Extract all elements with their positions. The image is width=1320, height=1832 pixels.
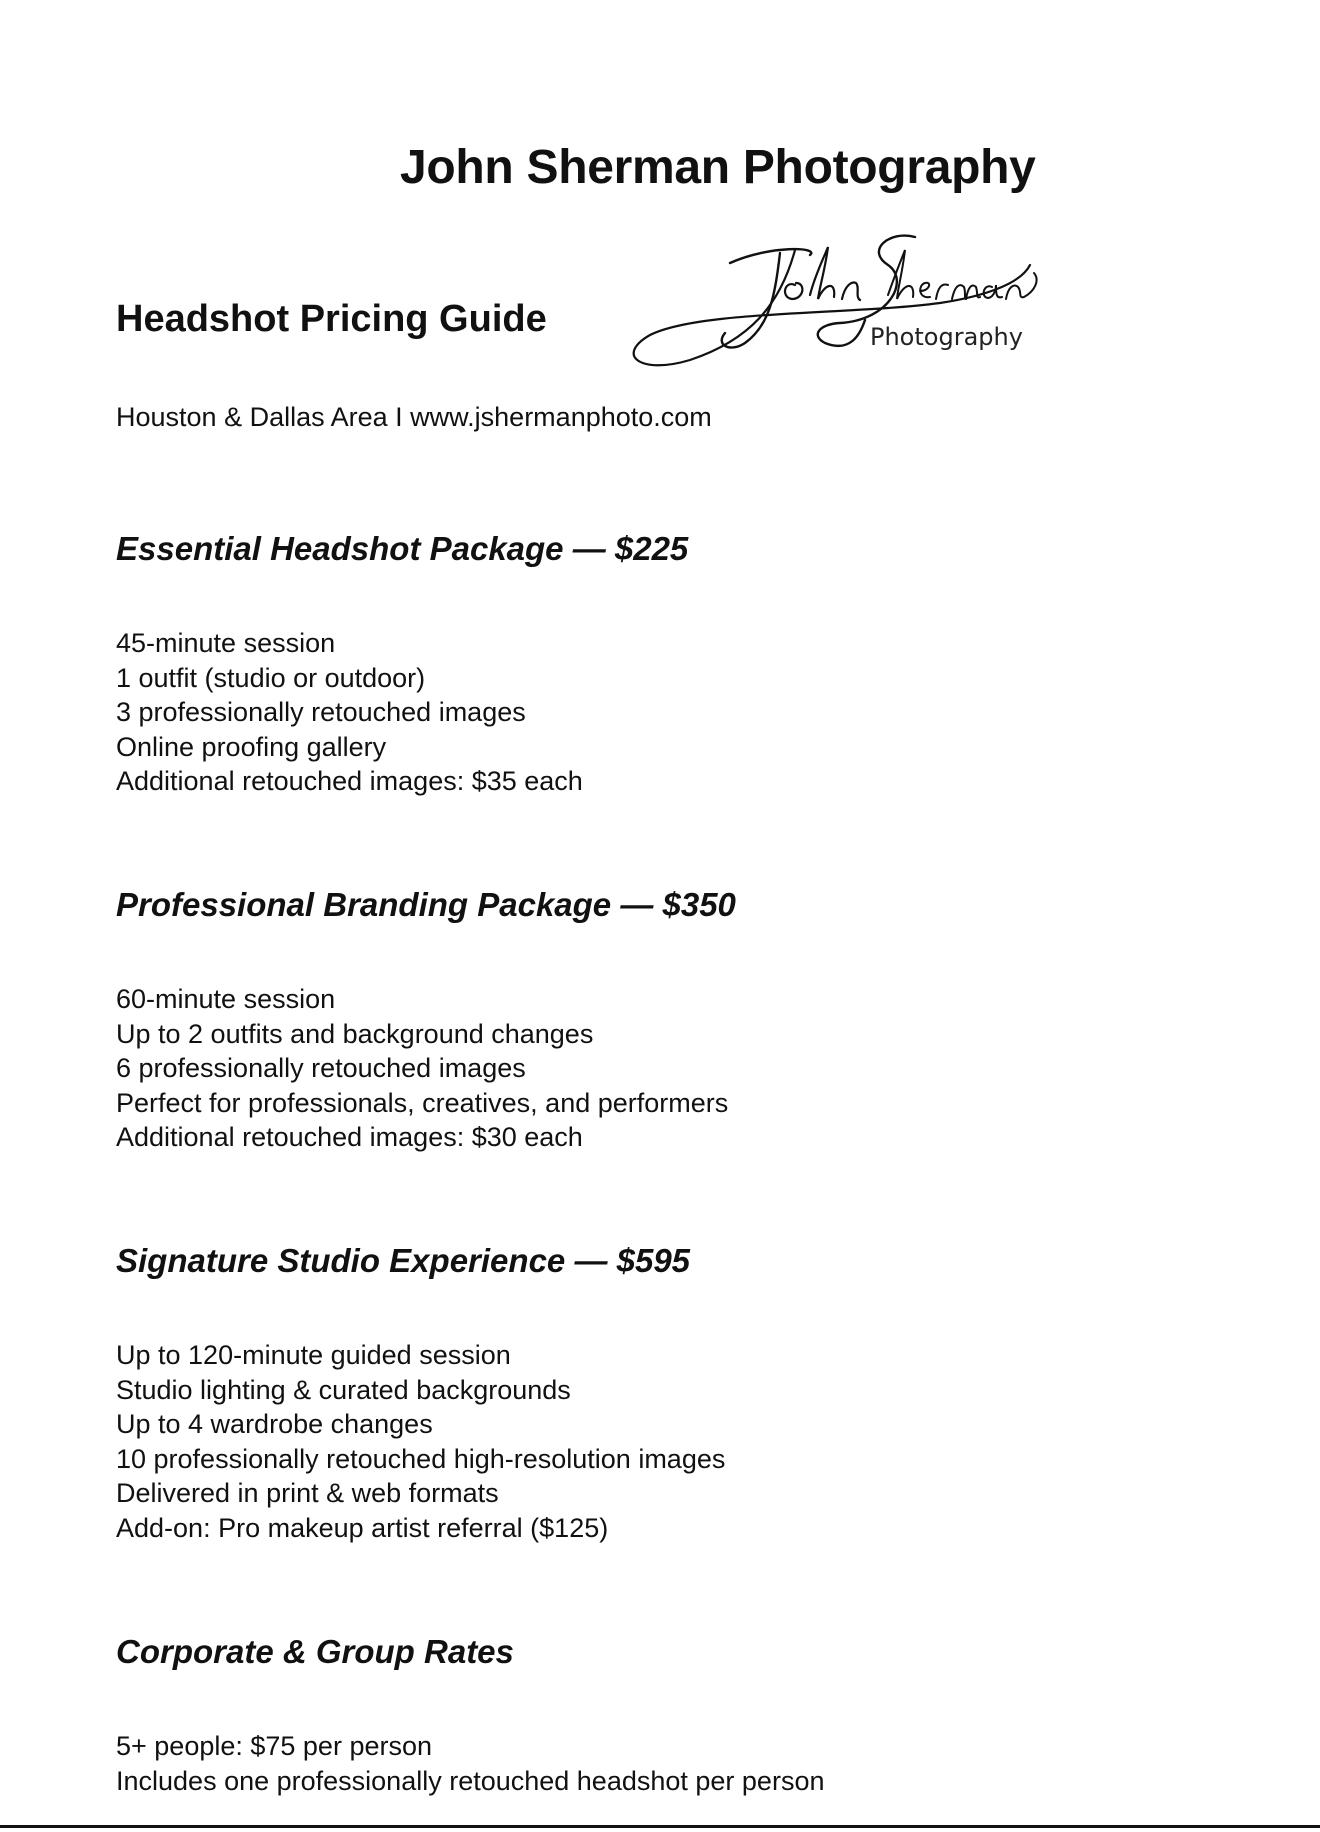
list-item: Additional retouched images: $35 each — [116, 766, 583, 797]
list-item: Add-on: Pro makeup artist referral ($125) — [116, 1512, 609, 1543]
package-heading: Essential Headshot Package — $225 — [116, 530, 689, 567]
brand-title: John Sherman Photography — [400, 141, 1036, 194]
list-item: 60-minute session — [116, 984, 336, 1014]
list-item: Studio lighting & curated backgrounds — [116, 1374, 571, 1405]
list-item: Perfect for professionals, creatives, and performers — [116, 1087, 729, 1118]
corporate-group-rates — [116, 1633, 1216, 1798]
list-item: Up to 4 wardrobe changes — [116, 1409, 433, 1440]
package-essential — [116, 530, 1216, 799]
list-item: 6 professionally retouched images — [116, 1053, 526, 1084]
package-heading: Professional Branding Package — $350 — [116, 886, 736, 923]
list-item: Delivered in print & web formats — [116, 1478, 499, 1509]
list-item: Additional retouched images: $30 each — [116, 1122, 583, 1153]
package-heading: Signature Studio Experience — $595 — [116, 1242, 691, 1279]
bottom-divider — [0, 1825, 1320, 1828]
package-features — [116, 1338, 1216, 1546]
package-signature-studio — [116, 1242, 1216, 1546]
package-heading: Corporate & Group Rates — [116, 1633, 514, 1670]
location-and-website: Houston & Dallas Area I www.jshermanphoto.com — [116, 402, 712, 432]
package-features — [116, 1729, 1216, 1798]
list-item: Up to 2 outfits and background changes — [116, 1018, 594, 1049]
list-item: Up to 120-minute guided session — [116, 1340, 511, 1370]
package-features — [116, 982, 1216, 1155]
signature-logo-graphic — [620, 225, 1040, 385]
list-item: Includes one professionally retouched headshot per person — [116, 1765, 825, 1796]
signature-subtext: Photography — [870, 323, 1023, 351]
list-item: Online proofing gallery — [116, 731, 387, 762]
package-features — [116, 626, 1216, 799]
signature-logo — [620, 225, 1040, 385]
list-item: 5+ people: $75 per person — [116, 1731, 432, 1761]
page-title: Headshot Pricing Guide — [116, 298, 547, 340]
list-item: 45-minute session — [116, 628, 336, 658]
list-item: 10 professionally retouched high-resolution images — [116, 1443, 726, 1474]
list-item: 1 outfit (studio or outdoor) — [116, 662, 426, 693]
list-item: 3 professionally retouched images — [116, 697, 526, 728]
package-professional-branding — [116, 886, 1216, 1155]
